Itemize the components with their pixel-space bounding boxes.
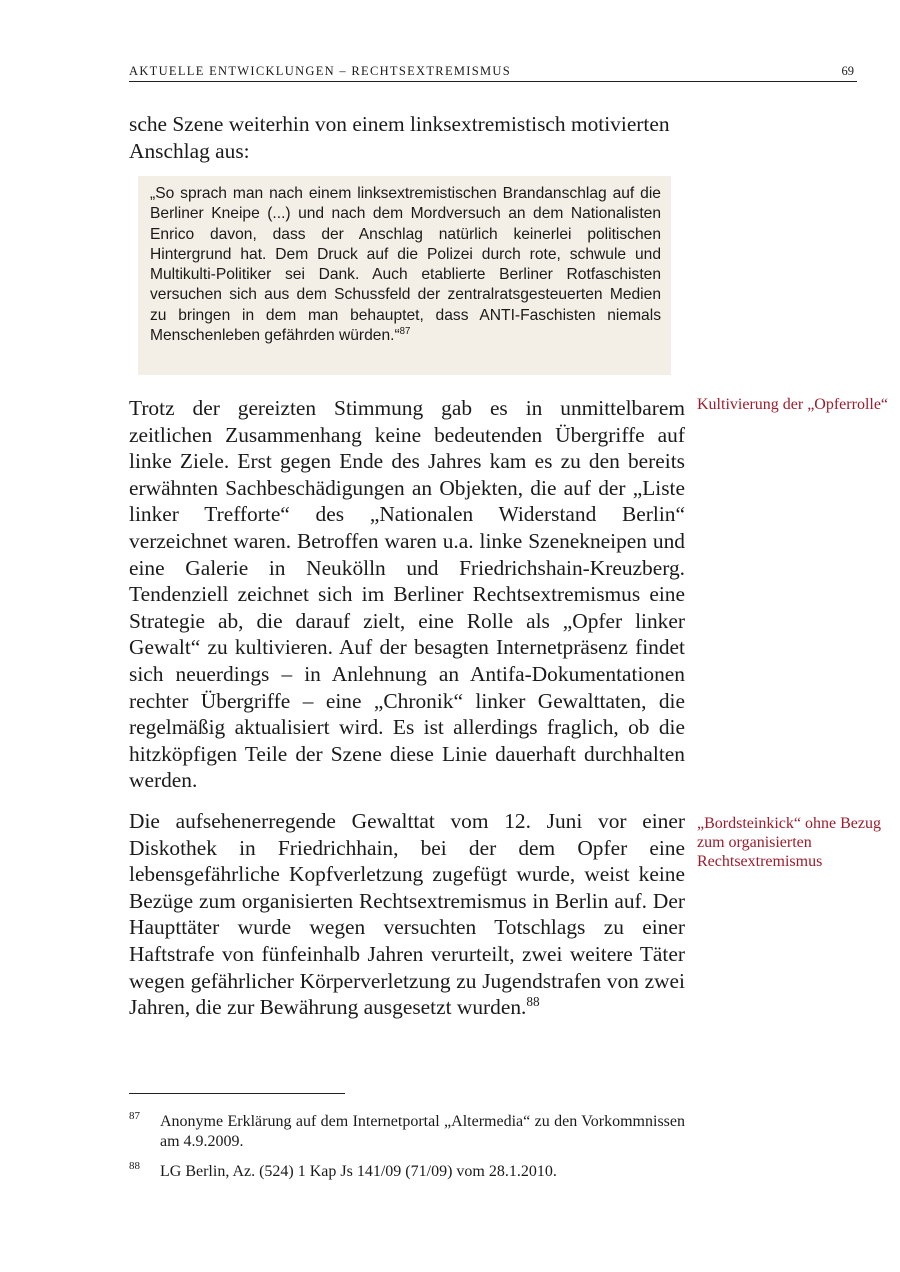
paragraph-gewalttat-text: Die aufsehenerregende Gewalttat vom 12. Juni vor einer Diskothek in Friedrichhain, bei der dem Opfer eine lebensgefährliche Kopfverletzung zugefügt wurde, weist keine Bezüge zum organisierten Rechtsextremismus in Berlin auf. Der Haupttäter wurde wegen versuchten Totschlags zu einer Haftstrafe von fünfeinhalb Jahren verurteilt, zwei weitere Täter wegen gefährlicher Körperverletzung zu Jugendstrafen von zwei Jahren, die zur Bewährung ausgesetzt wurden. (129, 809, 685, 1020)
footnote-text: Anonyme Erklärung auf dem Internetportal „Altermedia“ zu den Vorkommnissen am 4.9.2009. (160, 1113, 685, 1150)
footnote-87 (129, 1112, 685, 1152)
margin-note-opferrolle: Kultivierung der „Opferrolle“ (697, 396, 889, 413)
block-quote (138, 176, 671, 375)
footnote-ref-87: 87 (399, 325, 411, 337)
footnote-separator (129, 1093, 345, 1094)
quote-text: „So sprach man nach einem linksextremistischen Brandanschlag auf die Berliner Kneipe (...) und nach dem Mordversuch an dem Nationalisten Enrico davon, dass der Anschlag natürlich keinerlei politischen Hintergrund hat. Dem Druck auf die Polizei durch rote, schwule und Multikulti-Politiker sei Dank. Auch etablierte Berliner Rotfaschisten versuchen sich aus dem Schussfeld der zentralratsgesteuerten Medien zu bringen in dem man behauptet, dass ANTI-Faschisten niemals Menschenleben gefährden würden.“ (150, 185, 661, 345)
running-header (129, 62, 857, 82)
header-title: AKTUELLE ENTWICKLUNGEN – RECHTSEXTREMISMUS (129, 64, 512, 78)
paragraph-intro: sche Szene weiterhin von einem linksextremistisch motivierten Anschlag aus: (129, 112, 670, 163)
header-rule (129, 81, 857, 82)
page-number: 69 (841, 64, 854, 78)
margin-note-bordsteinkick: „Bordsteinkick“ ohne Bezug zum organisierten Rechtsextremismus (697, 815, 881, 870)
paragraph-opferrolle: Trotz der gereizten Stimmung gab es in unmittelbarem zeitlichen Zusammenhang keine bedeutenden Übergriffe auf linke Ziele. Erst gegen Ende des Jahres kam es zu den bereits erwähnten Sachbeschädigungen an Objekten, die auf der „Liste linker Trefforte“ des „Nationalen Widerstand Berlin“ verzeichnet waren. Betroffen waren u.a. linke Szenekneipen und eine Galerie in Neukölln und Friedrichshain-Kreuzberg. Tendenziell zeichnet sich im Berliner Rechtsextremismus eine Strategie ab, die darauf zielt, eine Rolle als „Opfer linker Gewalt“ zu kultivieren. Auf der besagten Internetpräsenz findet sich neuerdings – in Anlehnung an Antifa-Dokumentationen rechter Übergriffe – eine „Chronik“ linker Gewalttaten, die regelmäßig aktualisiert wird. Es ist allerdings fraglich, ob die hitzköpfigen Teile der Szene diese Linie dauerhaft durchhalten werden. (129, 396, 685, 793)
footnote-ref-88: 88 (526, 994, 540, 1010)
footnote-88 (129, 1162, 685, 1182)
footnote-number: 87 (129, 1110, 140, 1122)
footnote-number: 88 (129, 1160, 140, 1172)
paragraph-gewalttat (129, 808, 685, 1021)
footnote-text: LG Berlin, Az. (524) 1 Kap Js 141/09 (71/09) vom 28.1.2010. (160, 1163, 557, 1180)
